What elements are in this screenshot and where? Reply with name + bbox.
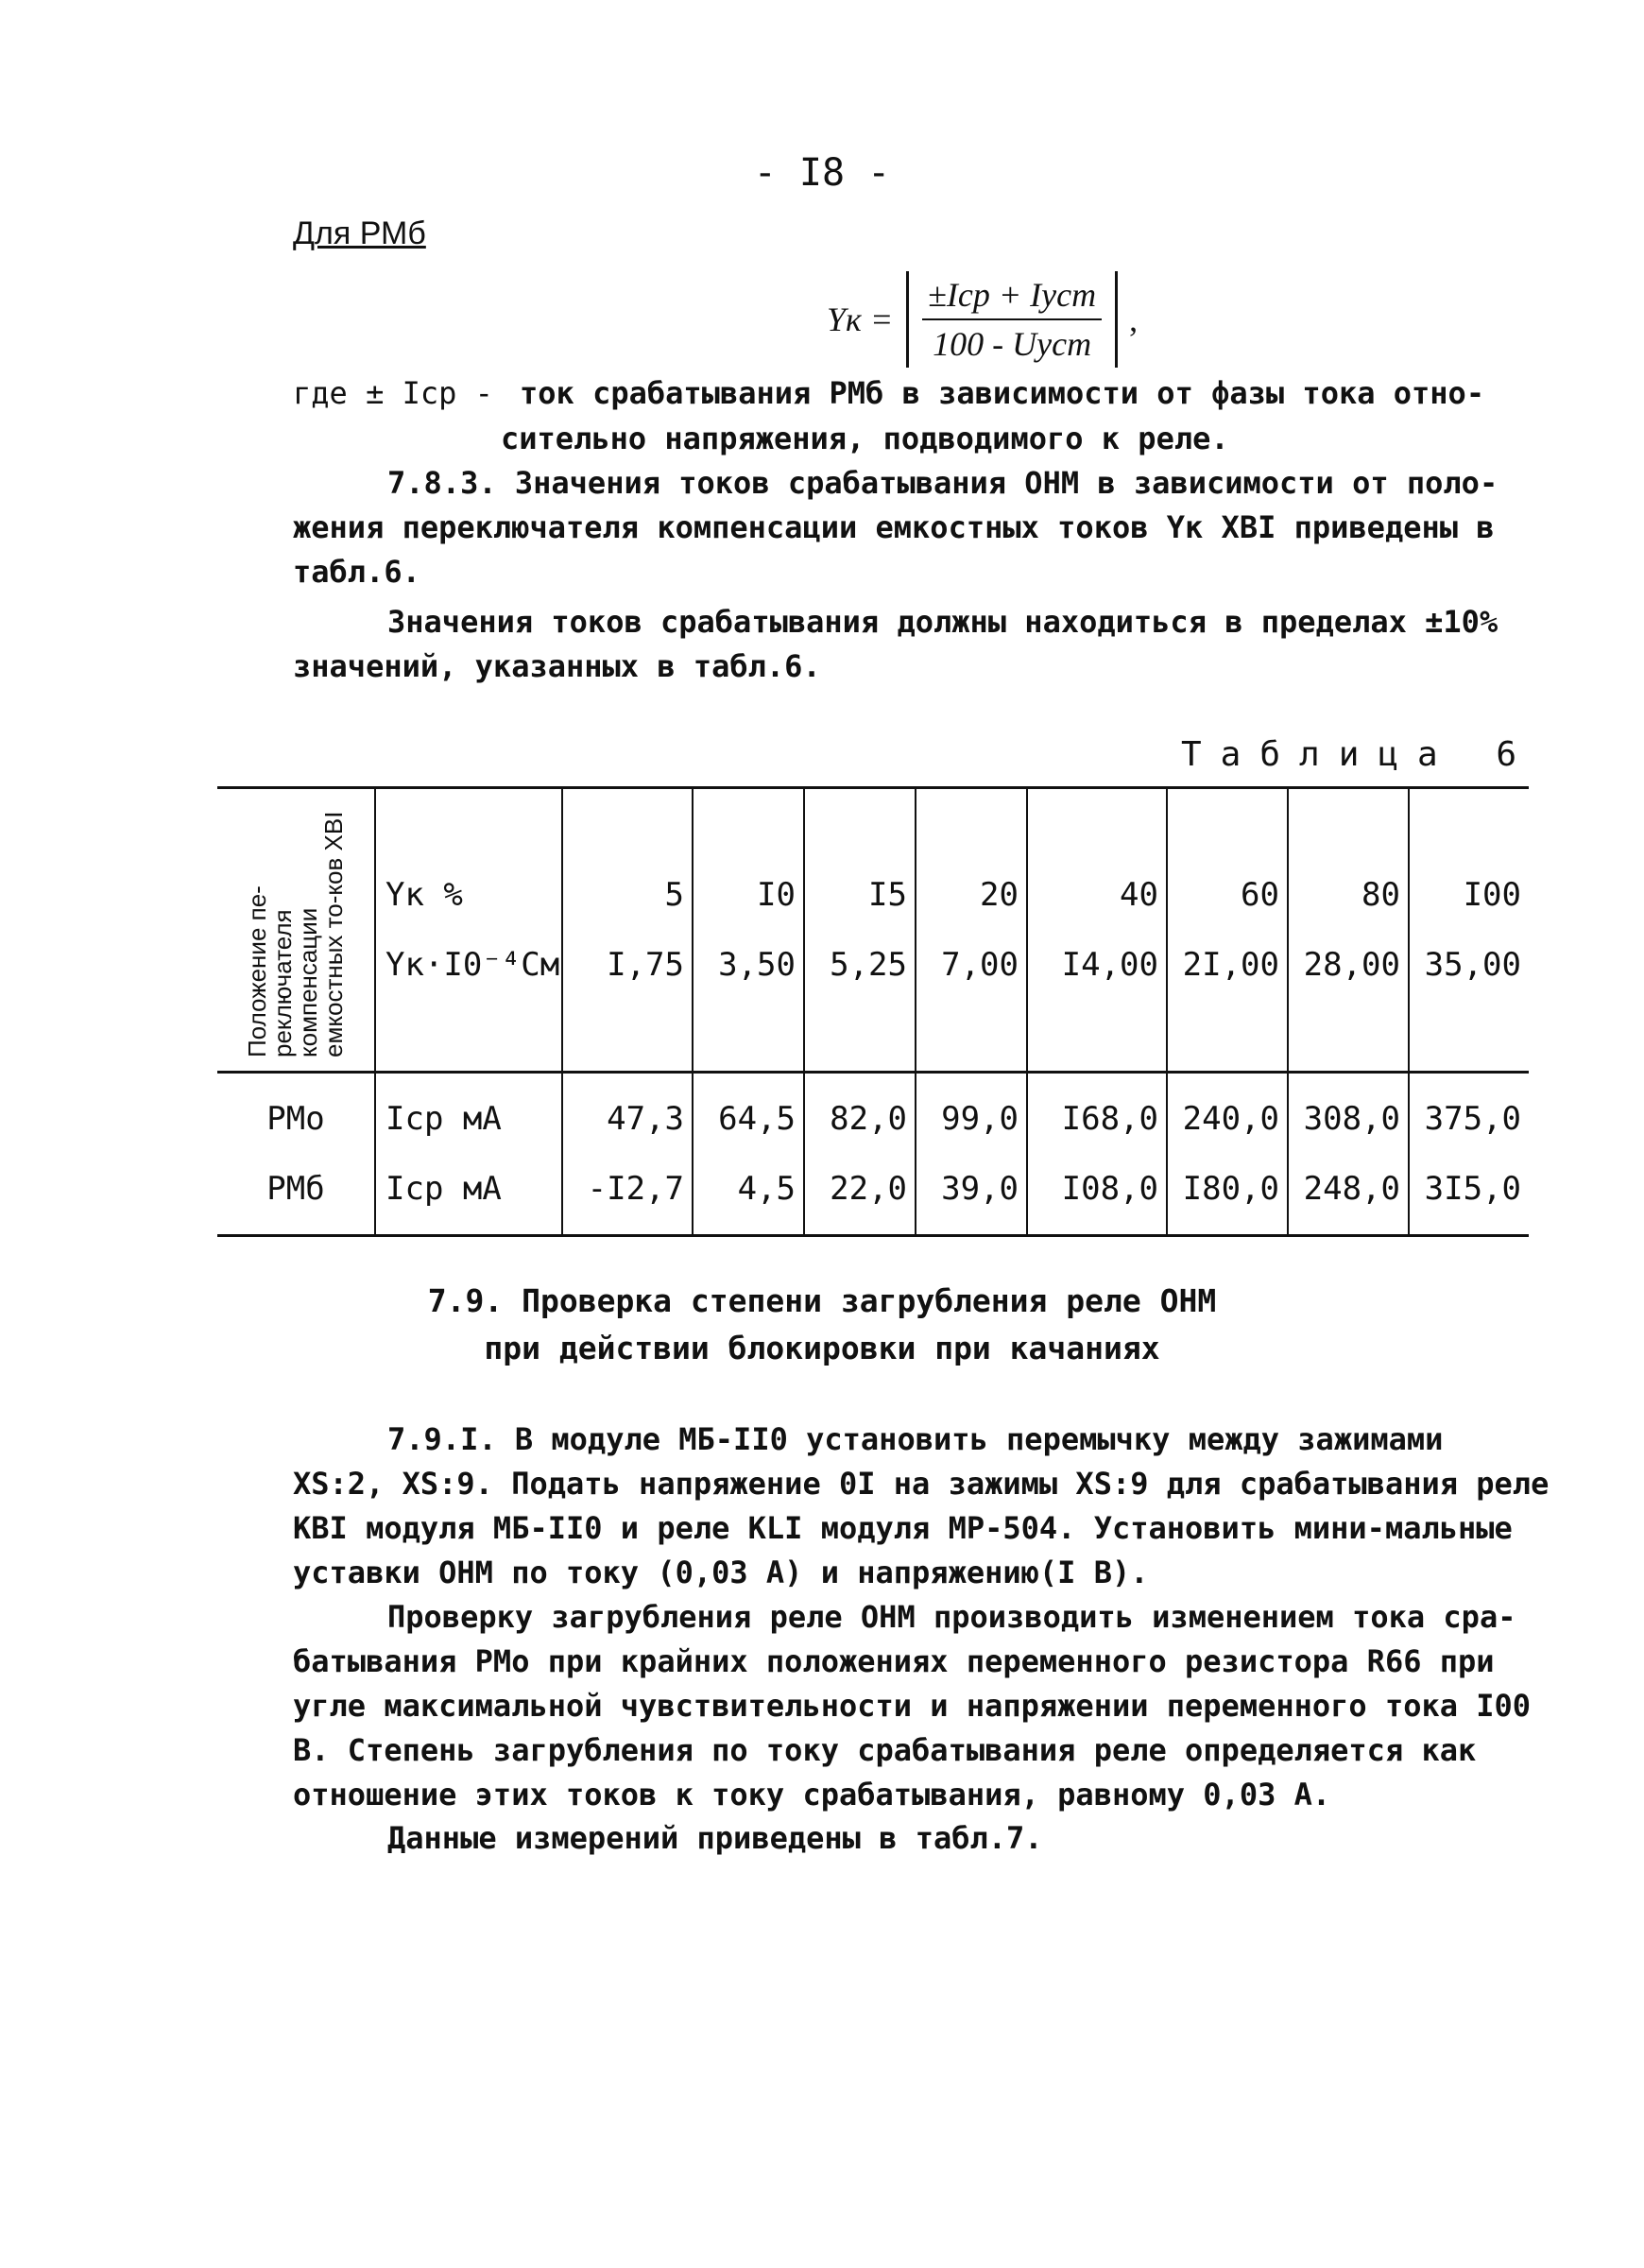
rm6-value: 39,0	[941, 1170, 1019, 1208]
yk-siemens-value: 28,00	[1303, 946, 1400, 984]
formula-yk	[827, 266, 1138, 372]
table-header-row	[217, 788, 1529, 1073]
header-col	[693, 788, 804, 1073]
header-col	[804, 788, 916, 1073]
paragraph-check: Проверку загрубления реле ОНМ производить изменением тока сра-батывания РМо при крайних положениях переменного резистора R66 при угле максимальной чувствительности и напряжении переменного тока I00 В. Степень загрубления по току срабатывания реле определяется как отношение этих токов к току срабатывания, равному 0,03 А.	[293, 1599, 1532, 1813]
yk-value: I0	[757, 876, 796, 914]
row-name-rmo: РМо	[266, 1100, 325, 1138]
yk-value: 80	[1361, 876, 1400, 914]
header-col	[1167, 788, 1288, 1073]
data-col	[1409, 1073, 1529, 1236]
section-title-line1: 7.9. Проверка степени загрубления реле ОНМ	[427, 1282, 1217, 1319]
yk-value: 5	[664, 876, 684, 914]
header-col	[1409, 788, 1529, 1073]
where-clause	[293, 370, 1540, 461]
data-col	[916, 1073, 1027, 1236]
rmo-value: 375,0	[1424, 1100, 1521, 1138]
yk-siemens-value: 3,50	[718, 946, 796, 984]
param-header-cell	[375, 788, 562, 1073]
table-data-row	[217, 1073, 1529, 1236]
rm6-value: 248,0	[1303, 1170, 1400, 1208]
yk-value: I00	[1463, 876, 1521, 914]
row-param-rm6: Iср мА	[385, 1170, 502, 1208]
header-col	[1288, 788, 1409, 1073]
where-line1: ток срабатывания РМб в зависимости от фазы тока отно-	[520, 375, 1485, 411]
rm6-value: 22,0	[830, 1170, 907, 1208]
paragraph-data: Данные измерений приведены в табл.7.	[387, 1820, 1043, 1856]
data-col	[1027, 1073, 1167, 1236]
rm6-value: I08,0	[1061, 1170, 1158, 1208]
rm6-value: 4,5	[737, 1170, 796, 1208]
yk-siemens-label: Yк·I0⁻⁴См	[385, 946, 560, 984]
formula-lhs: Yк =	[827, 301, 894, 338]
row-param-rmo: Iср мА	[385, 1100, 502, 1138]
where-line2: сительно напряжения, подводимого к реле.	[501, 421, 1229, 456]
yk-siemens-value: 2I,00	[1182, 946, 1279, 984]
rmo-value: 82,0	[830, 1100, 907, 1138]
header-col	[1027, 788, 1167, 1073]
table-caption: Таблица 6	[1181, 735, 1536, 774]
yk-value: 20	[980, 876, 1019, 914]
header-col	[916, 788, 1027, 1073]
page-number: - I8 -	[753, 151, 891, 195]
yk-siemens-value: 35,00	[1424, 946, 1521, 984]
formula-comma: ,	[1129, 301, 1139, 338]
rmo-value: 240,0	[1182, 1100, 1279, 1138]
rmo-value: 99,0	[941, 1100, 1019, 1138]
yk-value: I5	[868, 876, 907, 914]
where-lead: где ± Iср -	[293, 375, 493, 411]
header-col	[562, 788, 693, 1073]
yk-value: 60	[1241, 876, 1279, 914]
section-title-line2: при действии блокировки при качаниях	[484, 1330, 1160, 1366]
rm6-value: -I2,7	[587, 1170, 684, 1208]
row-names-cell	[217, 1073, 375, 1236]
rm6-value: I80,0	[1182, 1170, 1279, 1208]
position-header: Положение пе-реключателя компенсации емкостных то-ков ХВI	[243, 811, 348, 1057]
paragraph-7-8-3: 7.8.3. Значения токов срабатывания ОНМ в зависимости от поло-жения переключателя компенсации емкостных токов Yк ХВI приведены в табл.6.	[293, 465, 1498, 590]
table-6	[217, 786, 1529, 1237]
data-col	[804, 1073, 916, 1236]
data-col	[1167, 1073, 1288, 1236]
yk-siemens-value: I4,00	[1061, 946, 1158, 984]
formula-abs-fraction	[906, 271, 1118, 368]
formula-denominator: 100 - Uуст	[933, 325, 1092, 363]
data-col	[1288, 1073, 1409, 1236]
data-col	[562, 1073, 693, 1236]
formula-numerator: ±Iср + Iуст	[922, 275, 1102, 320]
yk-percent-label: Yк %	[385, 876, 463, 914]
yk-siemens-value: 5,25	[830, 946, 907, 984]
paragraph-limits: Значения токов срабатывания должны находиться в пределах ±10% значений, указанных в табл.6.	[293, 604, 1498, 684]
paragraph-7-9-1: 7.9.I. В модуле МБ-II0 установить перемычку между зажимами XS:2, XS:9. Подать напряжение 0I на зажимы XS:9 для срабатывания реле КВI модуля МБ-II0 и реле КLI модуля МР-504. Установить мини-мальные уставки ОНМ по току (0,03 А) и напряжению(I В).	[293, 1421, 1550, 1590]
position-header-cell	[217, 788, 375, 1073]
for-rm6-heading: Для РМб	[293, 215, 426, 251]
row-params-cell	[375, 1073, 562, 1236]
rmo-value: 308,0	[1303, 1100, 1400, 1138]
yk-siemens-value: I,75	[607, 946, 684, 984]
yk-siemens-value: 7,00	[941, 946, 1019, 984]
rm6-value: 3I5,0	[1424, 1170, 1521, 1208]
yk-value: 40	[1120, 876, 1158, 914]
row-name-rm6: РМб	[266, 1170, 325, 1208]
data-col	[693, 1073, 804, 1236]
rmo-value: I68,0	[1061, 1100, 1158, 1138]
rmo-value: 47,3	[607, 1100, 684, 1138]
rmo-value: 64,5	[718, 1100, 796, 1138]
section-title-7-9	[0, 1278, 1644, 1372]
